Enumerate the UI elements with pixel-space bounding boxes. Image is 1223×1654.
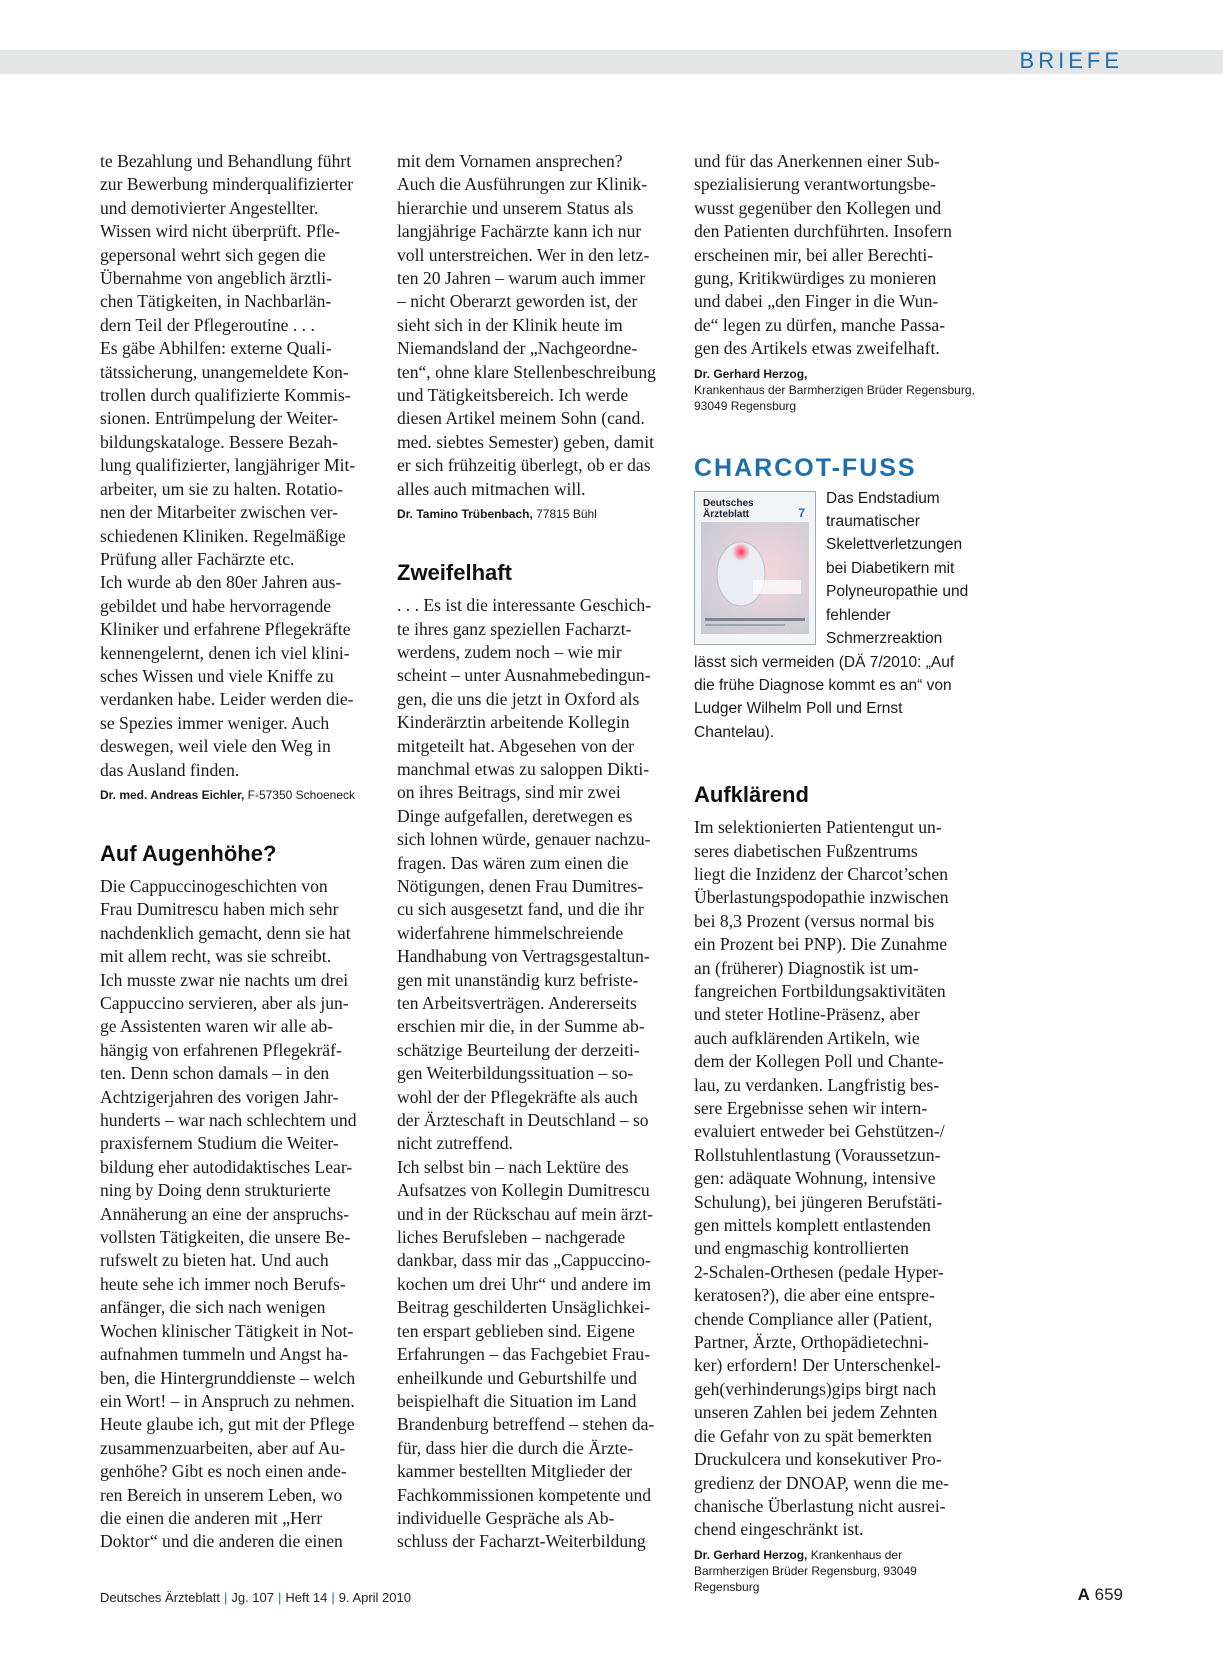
letter-heading: Auf Augenhöhe? (100, 840, 277, 866)
letter-signature (397, 506, 679, 522)
letter-body: Im selektionierten Patientengut un- seres diabetischen Fußzentrums liegt die Inzidenz der Charcot’schen Überlastungspodopathie inzwischen bei 8,3 Prozent (versus normal bis ein Prozent bei PNP). Die Zunahme an (früherer) Diagnostik ist um- fangreichen Fortbildungsaktivitäten und steter Hotline-Präsenz, aber auch aufklärenden Artikeln, wie dem der Kollegen Poll und Chante- lau, zu verdanken. Langfristig bes- sere Ergebnisse sehen wir intern- evaluiert entweder bei Gehstützen-/ Rollstuhlentlastung (Voraussetzun- gen: adäquate Wohnung, intensive Schulung), bei jüngeren Berufstäti- gen mittels komplett entlastenden und engmaschig kontrollierten 2-Schalen-Orthesen (pedale Hyper- keratosen?), die aber eine entspre- chende Compliance aller (Patient, Partner, Ärzte, Orthopädietechni- ker) erfordern! Der Unterschenkel- geh(verhinderungs)gips birgt nach unseren Zahlen bei jedem Zehnten die Gefahr von zu spät bemerkten Druckulcera und konsekutiver Pro- gredienz der DNOAP, wenn die me- chanische Überlastung nicht ausrei- chend eingeschränkt ist. (694, 817, 950, 1540)
letter-signature (694, 1547, 976, 1595)
cover-brand: Deutsches Ärzteblatt (703, 497, 754, 520)
footer (100, 1590, 411, 1605)
footer-issue: Heft 14 (285, 1590, 328, 1605)
magazine-cover-image (694, 491, 816, 645)
letter-body: . . . Es ist die interessante Geschich- te ihres ganz speziellen Facharzt- werdens, zudem noch – wie mir scheint – unter Ausnahmebedingun- gen, die uns die jetzt in Oxford als Kinderärztin arbeitende Kollegin mitgeteilt hat. Abgesehen von der manchmal etwas zu saloppen Dikti- on ihres Beitrags, sind mir zwei Dinge aufgefallen, deretwegen es sich lohnen würde, genauer nachzu- fragen. Das wären zum einen die Nötigungen, denen Frau Dumitres- cu sich ausgesetzt fand, und die ihr widerfahrene himmelschreiende Handhabung von Vertragsgestaltun- gen mit unanständig kurz befriste- ten Arbeitsverträgen. Andererseits erschien mir die, in der Summe ab- schätzige Beurteilung der derzeiti- gen Weiterbildungssituation – so- wohl der der Pflegekräfte als auch der Ärzteschaft in Deutschland – so nicht zutreffend. Ich selbst bin – nach Lektüre des Aufsatzes von Kollegin Dumitrescu und in der Rückschau auf mein ärzt- liches Berufsleben – nachgerade dankbar, dass mir das „Cappuccino- kochen um drei Uhr“ und andere im Beitrag geschilderten Unsäglichkei- ten erspart geblieben sind. Eigene Erfahrungen – das Fachgebiet Frau- enheilkunde und Geburtshilfe und beispielhaft die Situation im Land Brandenburg betreffend – stehen da- für, dass hier die durch die Ärzte- kammer bestellten Mitglieder der Fachkommissionen kompetente und individuelle Gespräche als Ab- schluss der Facharzt-Weiterbildung (397, 595, 655, 1552)
signature-place: 77815 Bühl (532, 507, 597, 522)
page-prefix: A (1077, 1585, 1090, 1604)
signature-name: Dr. Gerhard Herzog, (694, 366, 808, 381)
topic-intro-text: Das Endstadium traumatischer Skelettverletzungen bei Diabetikern mit Polyneuropathie und fehlender Schmerzreaktion lässt sich vermeiden (DÄ 7/2010: „Auf die frühe Diagnose kommt es an“ von Ludger Wilhelm Poll und Ernst Chantelau). (694, 489, 969, 741)
signature-name: Dr. Tamino Trübenbach, (397, 507, 533, 522)
letter-signature (100, 787, 380, 803)
footer-separator: | (331, 1590, 335, 1605)
footer-journal: Deutsches Ärzteblatt (100, 1590, 220, 1605)
letter-heading: Zweifelhaft (397, 560, 512, 586)
signature-place: Krankenhaus der Barmherzigen Brüder Regensburg, 93049 Regensburg (694, 1547, 917, 1594)
signature-place: F-57350 Schoeneck (244, 787, 356, 802)
section-label: BRIEFE (1019, 48, 1123, 73)
signature-place: Krankenhaus der Barmherzigen Brüder Regensburg, 93049 Regensburg (694, 382, 975, 413)
column-2 (397, 150, 679, 1554)
topic-intro (694, 487, 976, 744)
footer-separator: | (223, 1590, 228, 1605)
signature-name: Dr. med. Andreas Eichler, (100, 787, 245, 802)
letter-heading: Aufklärend (694, 782, 809, 808)
topic-title: CHARCOT-FUSS (694, 453, 917, 482)
column-3 (694, 150, 976, 1595)
page-number (1078, 1585, 1123, 1605)
page-number-value: 659 (1094, 1585, 1123, 1604)
cover-head-illustration (701, 522, 809, 634)
footer-volume: Jg. 107 (231, 1590, 274, 1605)
letter-body: und für das Anerkennen einer Sub- spezialisierung verantwortungsbe- wusst gegenüber den Kollegen und den Patienten durchführten. Insofern erscheinen mir, bei aller Berechti- gung, Kritikwürdiges zu monieren und dabei „den Finger in die Wun- de“ legen zu dürfen, manche Passa- gen des Artikels etwas zweifelhaft. (694, 151, 952, 359)
letter-body: te Bezahlung und Behandlung führt zur Bewerbung minderqualifizierter und demotivierter Angestellter. Wissen wird nicht überprüft. Pfle- gepersonal wehrt sich gegen die Übernahme von angeblich ärztli- chen Tätigkeiten, in Nachbarlän- dern Teil der Pflegeroutine . . . Es gäbe Abhilfen: externe Quali- tätssicherung, unangemeldete Kon- trollen durch qualifizierte Kommis- sionen. Entrümpelung der Weiter- bildungskataloge. Bessere Bezah- lung qualifizierter, langjähriger Mit- arbeiter, um sie zu halten. Rotatio- nen der Mitarbeiter zwischen ver- schiedenen Kliniken. Regelmäßige Prüfung aller Fachärzte etc. Ich wurde ab den 80er Jahren aus- gebildet und habe hervorragende Kliniker und erfahrene Pflegekräfte kennengelernt, denen ich viel klini- sches Wissen und viele Kniffe zu verdanken habe. Leider werden die- se Spezies immer weniger. Auch deswegen, weil viele den Weg in das Ausland finden. (100, 151, 356, 780)
letter-body: Die Cappuccinogeschichten von Frau Dumitrescu haben mich sehr nachdenklich gemacht, denn sie hat mit allem recht, was sie schreibt. Ich musste zwar nie nachts um drei Cappuccino servieren, aber als jun- ge Assistenten waren wir alle ab- hängig von erfahrenen Pflegekräf- ten. Denn schon damals – in den Achtzigerjahren des vorigen Jahr- hunderts – war nach schlechtem und praxisfernem Studium die Weiter- bildung eher autodidaktisches Lear- ning by Doing denn strukturierte Annäherung an eine der anspruchs- vollsten Tätigkeiten, die unsere Be- rufswelt zu bieten hat. Und auch heute sehe ich immer noch Berufs- anfänger, die sich nach wenigen Wochen klinischer Tätigkeit in Not- aufnahmen tummeln und Angst ha- ben, die Hintergrunddienste – welch ein Wort! – in Anspruch zu nehmen. Heute glaube ich, gut mit der Pflege zusammenzuarbeiten, aber auf Au- genhöhe? Gibt es noch einen ande- ren Bereich in unserem Leben, wo die einen die anderen mit „Herr Doktor“ und die anderen die einen (100, 875, 357, 1552)
footer-separator: | (278, 1590, 282, 1605)
letter-signature (694, 366, 976, 414)
footer-date: 9. April 2010 (338, 1590, 411, 1605)
column-1 (100, 150, 380, 1554)
letter-body: mit dem Vornamen ansprechen? Auch die Ausführungen zur Klinik- hierarchie und unserem Status als langjährige Fachärzte kann ich nur voll unterstreichen. Wer in den letz- ten 20 Jahren – warum auch immer – nicht Oberarzt geworden ist, der sieht sich in der Klinik heute im Niemandsland der „Nachgeordne- ten“, ohne klare Stellenbeschreibung und Tätigkeitsbereich. Ich werde diesen Artikel meinem Sohn (cand. med. siebtes Semester) geben, damit er sich frühzeitig überlegt, ob er das alles auch mitmachen will. (397, 151, 656, 499)
cover-issue-number: 7 (798, 505, 805, 520)
signature-name: Dr. Gerhard Herzog, (694, 1547, 808, 1562)
